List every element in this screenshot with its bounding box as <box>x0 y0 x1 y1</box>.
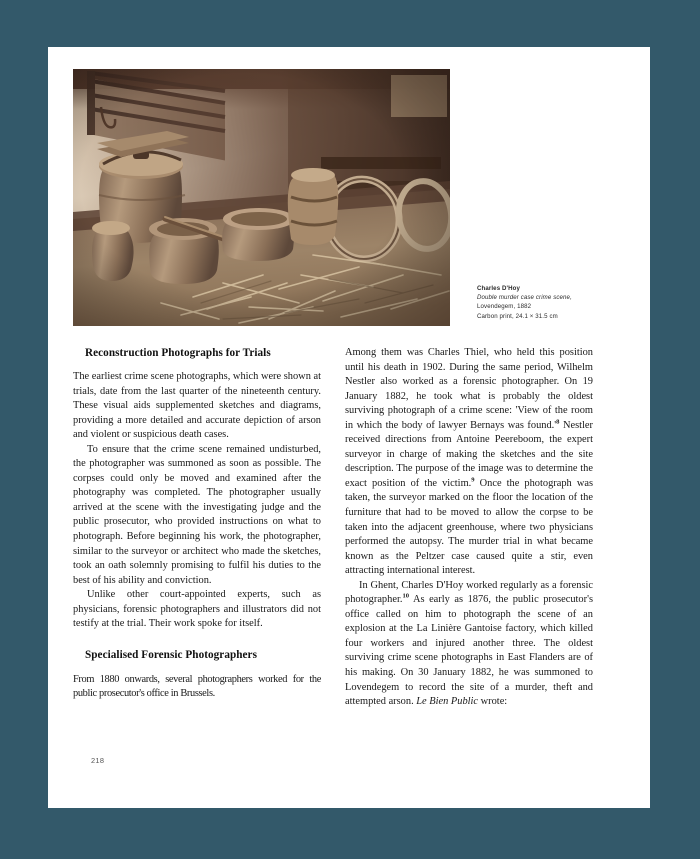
footnote-marker-8: 8 <box>556 418 560 426</box>
text-thiel-a: Among them was Charles Thiel, who held this position until his death in 1902. During the same period, Wilhelm Nestler also worked as a forensic photographer. On 19 January 1882, he took what is probably the oldest surviving photograph of a crime scene: 'View of the room in which the body of lawyer Bernays was found.' <box>345 347 593 431</box>
newspaper-title-le-bien-public: Le Bien Public <box>416 696 479 708</box>
text-dhoy-c: wrote: <box>478 696 508 708</box>
paragraph-undisturbed-scene: To ensure that the crime scene remained undisturbed, the photographer was summoned as soon as possible. The corpses could only be moved and examined after the photography was completed. The photographer usually arrived at the scene with the investigating judge and the public prosecutor, who provided instructions on what to photograph. Before beginning his work, the photographer, similar to the surveyor or architect who made the sketches, took an oath solemnly promising to fulfil his duties to the best of his ability and conviction. <box>73 443 321 586</box>
figure-caption <box>477 284 627 321</box>
paragraph-brussels-office: From 1880 onwards, several photographers worked for the public prosecutor's office in Brussels. <box>73 673 321 700</box>
column-right <box>345 346 593 710</box>
paragraph-dhoy-ghent <box>345 579 593 710</box>
heading-reconstruction-photographs: Reconstruction Photographs for Trials <box>85 347 271 359</box>
caption-photographer: Charles D'Hoy <box>477 285 520 292</box>
caption-medium: Carbon print, 24.1 × 31.5 cm <box>477 312 558 320</box>
footnote-marker-9: 9 <box>471 476 475 484</box>
crime-scene-photo-image <box>73 69 450 326</box>
text-dhoy-b: As early as 1876, the public prosecutor's office called on him to photograph the scene of an explosion at the La Linière Gantoise factory, which killed four workers and injured another three. The oldest surviving crime scene photographs in East Flanders are of his making. On 30 January 1882, he was summoned to Lovendegem to record the site of a murder, theft and attempted arson. <box>345 594 593 708</box>
paragraph-experts-not-testify: Unlike other court-appointed experts, such as physicians, forensic photographers and illustrators did not testify at the trial. Their work spoke for itself. <box>73 589 321 630</box>
photo-illustration <box>73 69 450 326</box>
text-dhoy-a: In Ghent, Charles D'Hoy worked regularly as a forensic photographer. <box>345 579 593 606</box>
paragraph-earliest-crime-scene: The earliest crime scene photographs, which were shown at trials, date from the last quarter of the nineteenth century. These visual aids supplemented sketches and diagrams, providing a more detailed and accurate depiction of arson and violent or suspicious death cases. <box>73 371 321 441</box>
page-number: 218 <box>91 756 105 765</box>
caption-place-date: Lovendegem, 1882 <box>477 303 532 311</box>
paragraph-charles-thiel-nestler <box>345 346 593 579</box>
column-left <box>73 346 321 702</box>
heading-specialised-forensic-photographers: Specialised Forensic Photographers <box>85 648 257 661</box>
footnote-marker-10: 10 <box>402 592 410 600</box>
figure-photograph <box>73 69 450 326</box>
text-thiel-b: Nestler received directions from Antoine Peereboom, the expert surveyor in charge of making the sketches and the site description. The purpose of the image was to determine the exact position of the victim. <box>345 419 594 489</box>
text-thiel-c: Once the photograph was taken, the surveyor marked on the floor the location of the furniture that had to be moved to allow the corpse to be taken into the adjacent greenhouse, where two physicians performed the autopsy. The murder trial in what became known as the Peltzer case caused quite a stir, even attracting international interest. <box>345 477 593 577</box>
book-page <box>48 47 650 808</box>
caption-title: Double murder case crime scene, <box>477 294 572 302</box>
